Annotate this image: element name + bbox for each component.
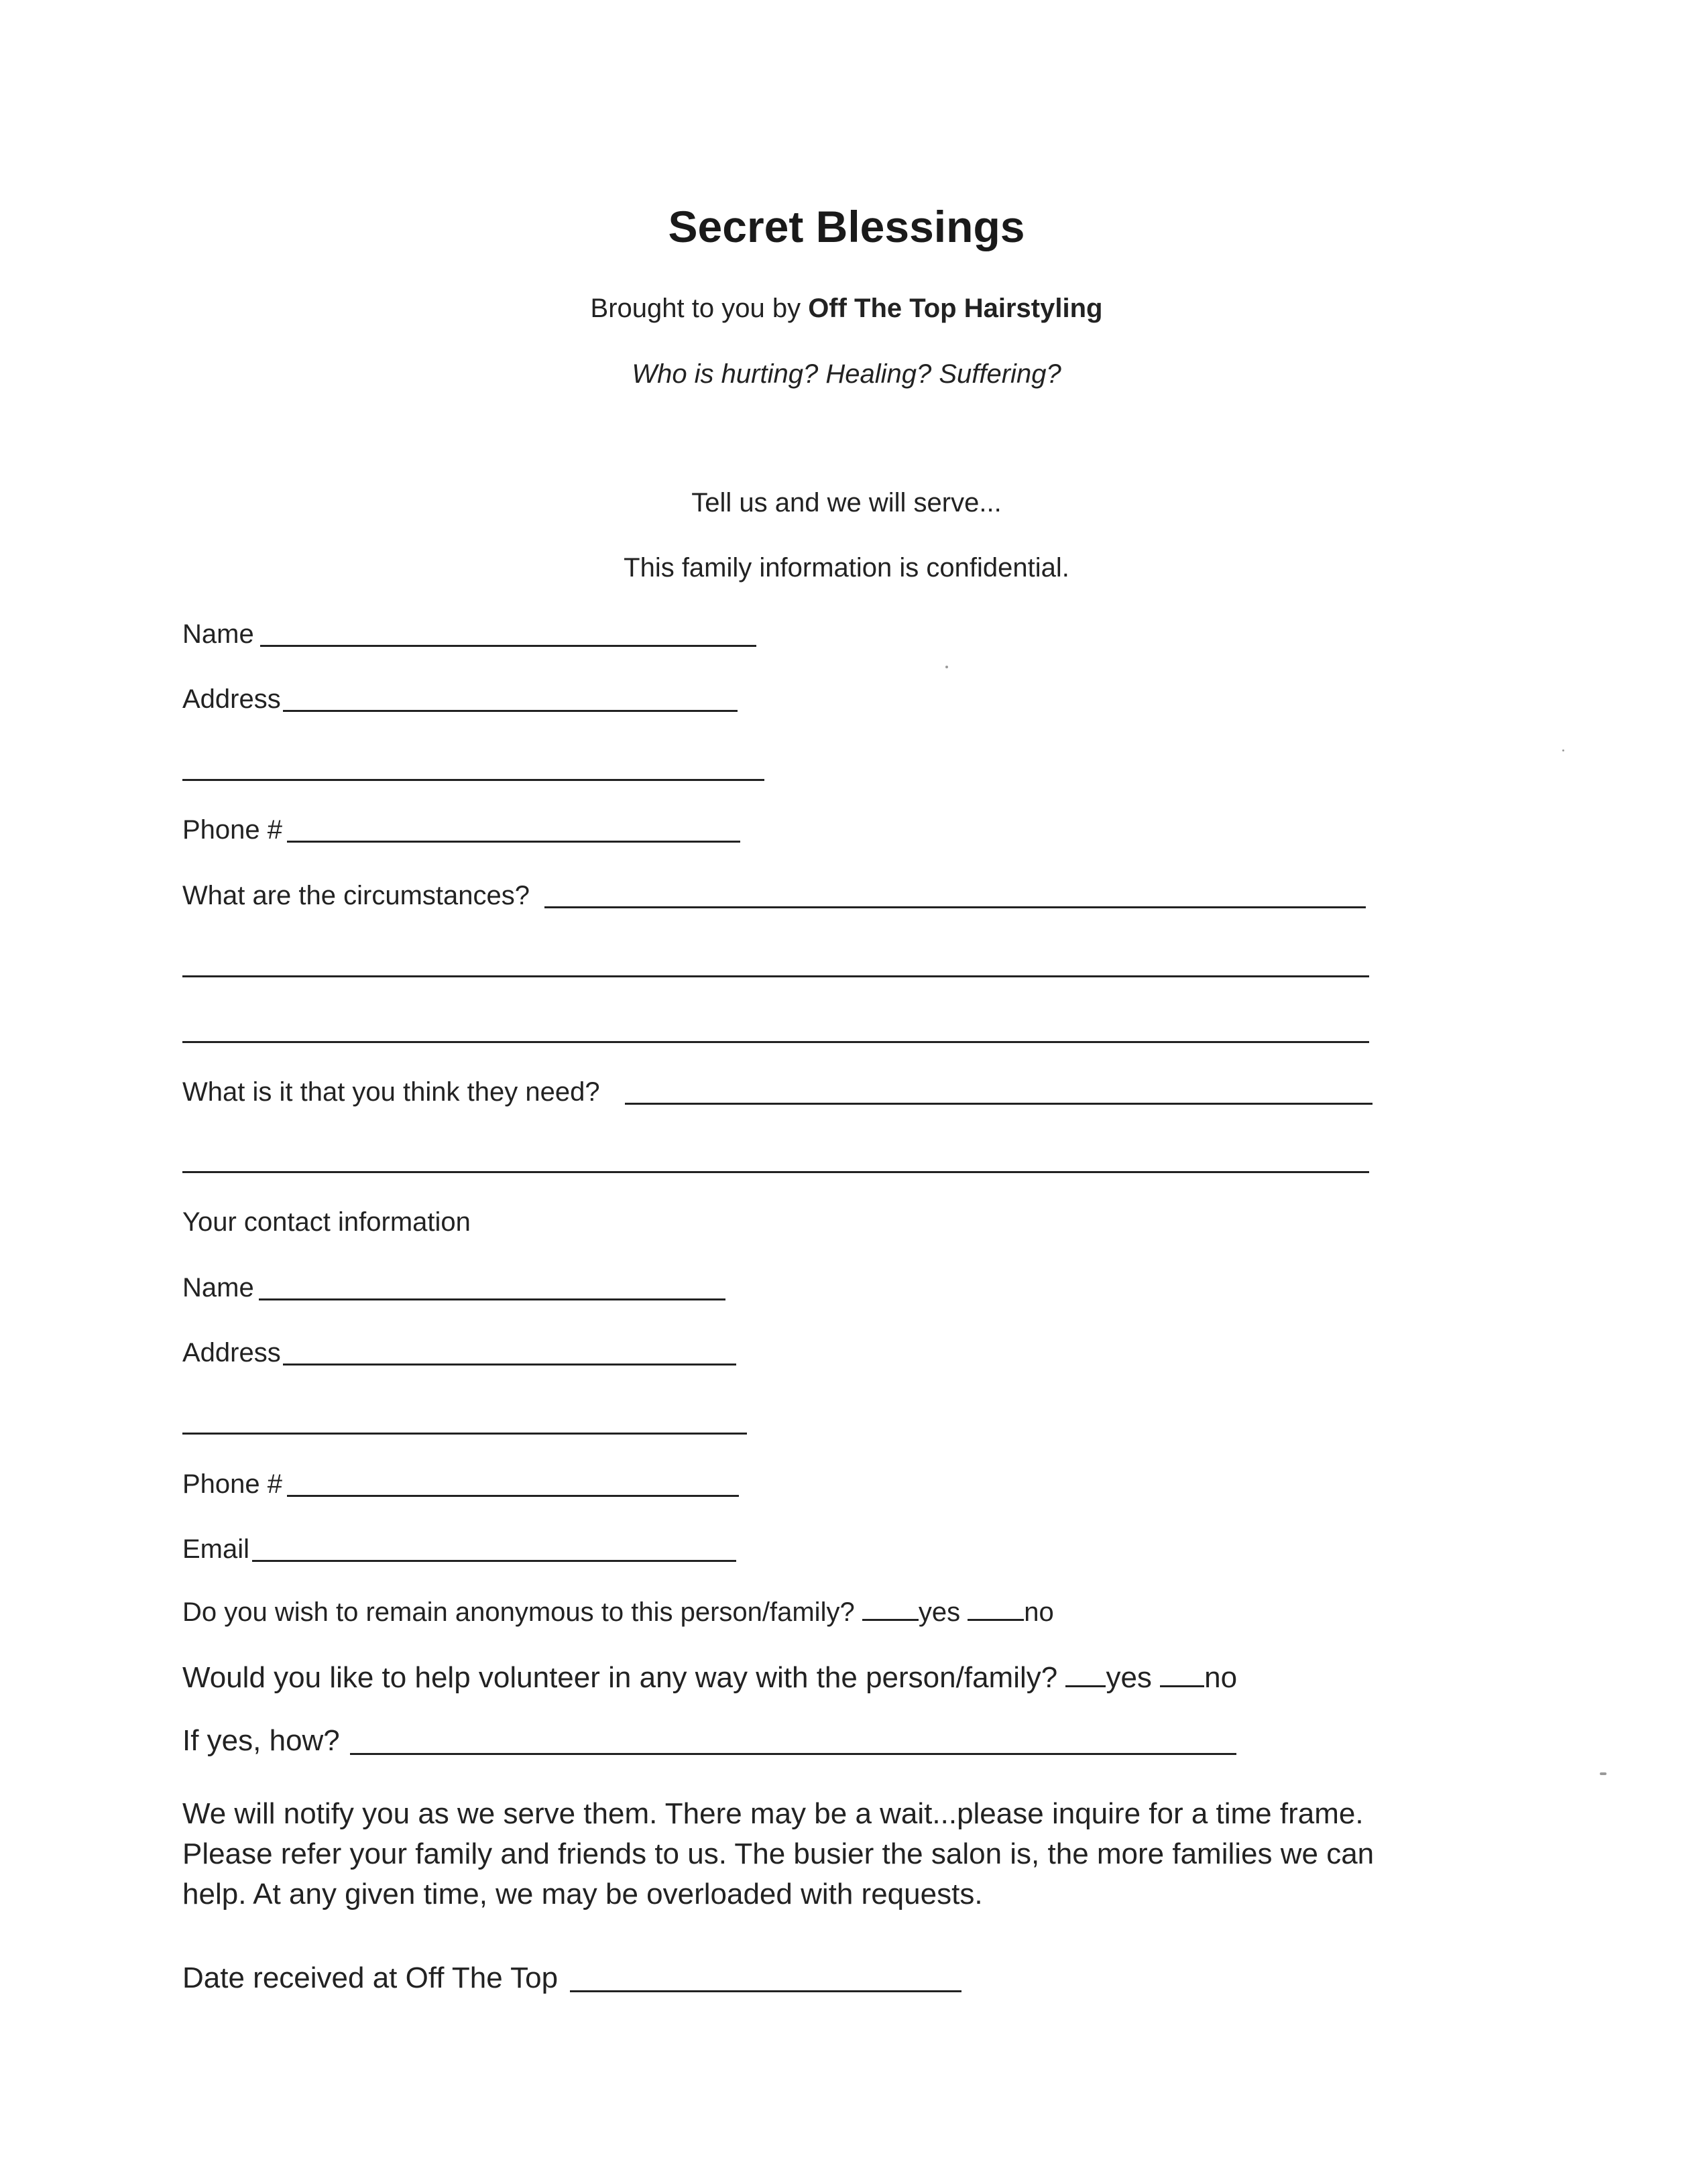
date-received-field[interactable]: [182, 1959, 987, 1999]
date-received-line[interactable]: [570, 1990, 961, 1992]
subtitle-prefix: Brought to you by: [590, 294, 809, 323]
scan-speck: [1600, 1772, 1607, 1775]
volunteer-no-label: no: [1204, 1661, 1238, 1694]
contact-address-line-2[interactable]: [182, 1433, 747, 1435]
business-name: Off The Top Hairstyling: [808, 294, 1103, 323]
family-phone-line[interactable]: [287, 841, 740, 843]
contact-name-line[interactable]: [259, 1298, 725, 1300]
circumstances-label: What are the circumstances?: [182, 881, 530, 910]
contact-address-field[interactable]: [182, 1332, 786, 1372]
contact-name-label: Name: [182, 1273, 254, 1302]
needs-line-2[interactable]: [182, 1171, 1369, 1173]
family-name-label: Name: [182, 619, 254, 649]
family-phone-label: Phone #: [182, 815, 283, 845]
form-tagline: Who is hurting? Healing? Suffering?: [632, 359, 1061, 389]
confidential-line: This family information is confidential.: [624, 553, 1069, 583]
notice-line-3: help. At any given time, we may be overloaded with requests.: [182, 1878, 983, 1910]
contact-address-label: Address: [182, 1338, 281, 1368]
family-name-line[interactable]: [260, 645, 756, 647]
family-address-field[interactable]: [182, 678, 786, 719]
scan-speck: [1562, 749, 1564, 751]
serve-line: Tell us and we will serve...: [691, 488, 1002, 518]
contact-heading-label: Your contact information: [182, 1207, 471, 1237]
contact-email-label: Email: [182, 1534, 250, 1564]
contact-email-field[interactable]: [182, 1528, 786, 1569]
anonymous-question-text: Do you wish to remain anonymous to this person/family?: [182, 1597, 855, 1627]
needs-label: What is it that you think they need?: [182, 1077, 600, 1107]
contact-heading: [182, 1201, 786, 1241]
notice-line-1: We will notify you as we serve them. There may be a wait...please inquire for a time frame.: [182, 1797, 1364, 1830]
family-name-field[interactable]: [182, 613, 786, 654]
notice-line-2: Please refer your family and friends to us. The busier the salon is, the more families we can: [182, 1837, 1375, 1870]
how-field[interactable]: [182, 1721, 1255, 1762]
scan-speck: [945, 666, 948, 668]
notice-paragraph: [182, 1794, 1523, 1915]
contact-phone-line[interactable]: [287, 1495, 739, 1497]
contact-phone-label: Phone #: [182, 1469, 283, 1499]
circumstances-line-2[interactable]: [182, 975, 1369, 977]
volunteer-yes-blank[interactable]: [1065, 1685, 1106, 1687]
family-address-line-2[interactable]: [182, 779, 764, 781]
anonymous-no-blank[interactable]: [968, 1619, 1024, 1621]
volunteer-yes-label: yes: [1106, 1661, 1152, 1694]
volunteer-question: [182, 1661, 1237, 1695]
needs-line[interactable]: [625, 1103, 1373, 1105]
form-subtitle: [0, 294, 1693, 324]
needs-field[interactable]: [182, 1071, 1383, 1111]
family-address-line[interactable]: [283, 710, 738, 712]
volunteer-no-blank[interactable]: [1160, 1685, 1204, 1687]
circumstances-line-3[interactable]: [182, 1041, 1369, 1043]
family-phone-field[interactable]: [182, 809, 786, 849]
anonymous-yes-label: yes: [918, 1597, 961, 1627]
date-received-label: Date received at Off The Top: [182, 1961, 559, 1994]
how-label: If yes, how?: [182, 1724, 340, 1757]
contact-email-line[interactable]: [252, 1560, 736, 1562]
volunteer-question-text: Would you like to help volunteer in any way with the person/family?: [182, 1661, 1058, 1694]
contact-address-line[interactable]: [283, 1363, 736, 1366]
anonymous-question: [182, 1597, 1054, 1628]
circumstances-field[interactable]: [182, 875, 1376, 915]
circumstances-line[interactable]: [544, 906, 1366, 908]
form-title: Secret Blessings: [668, 202, 1025, 251]
anonymous-yes-blank[interactable]: [862, 1619, 919, 1621]
contact-phone-field[interactable]: [182, 1463, 786, 1504]
anonymous-no-label: no: [1024, 1597, 1054, 1627]
contact-name-field[interactable]: [182, 1267, 786, 1307]
how-line[interactable]: [350, 1753, 1236, 1755]
family-address-label: Address: [182, 684, 281, 714]
